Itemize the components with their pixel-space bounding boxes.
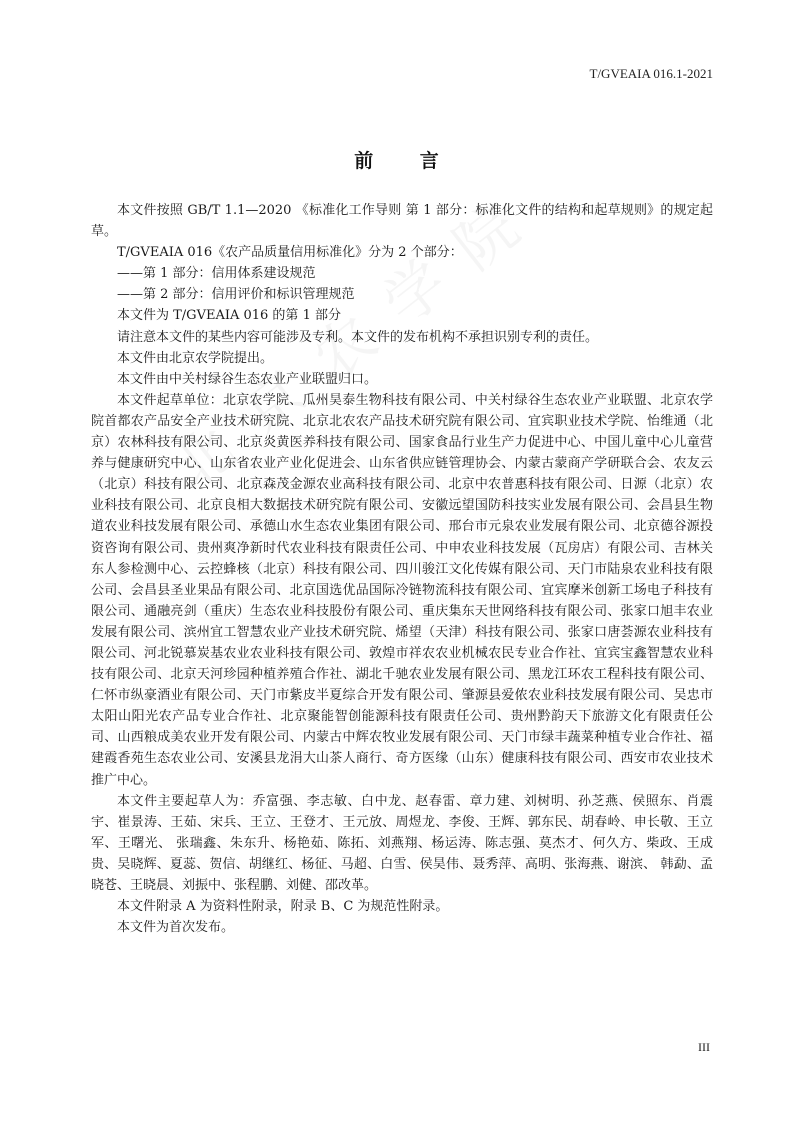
- paragraph-centralized-by: 本文件由中关村绿谷生态农业产业联盟归口。: [117, 371, 378, 387]
- page-number: III: [698, 1040, 710, 1054]
- paragraph-part-2: ——第 2 部分：信用评价和标识管理规范: [117, 287, 355, 303]
- paragraph-parts-intro: T/GVEAIA 016《农产品质量信用标准化》分为 2 个部分：: [117, 245, 463, 261]
- paragraph-appendix-note: 本文件附录 A 为资料性附录，附录 B、C 为规范性附录。: [117, 899, 449, 915]
- paragraph-this-part: 本文件为 T/GVEAIA 016 的第 1 部分: [117, 308, 341, 324]
- paragraph-proposer: 本文件由北京农学院提出。: [117, 350, 274, 366]
- paragraph-part-1: ——第 1 部分：信用体系建设规范: [117, 266, 316, 282]
- paragraph-patent-notice: 请注意本文件的某些内容可能涉及专利。本文件的发布机构不承担识别专利的责任。: [117, 329, 599, 345]
- paragraph-drafting-units: 本文件起草单位：北京农学院、瓜州昊泰生物科技有限公司、中关村绿谷生态农业产业联盟、北京农学院首都农产品安全产业技术研究院、北京北农农产品技术研究院有限公司、宜宾职业技术学院、怡维通（北京）农林科技有限公司、北京炎黄医养科技有限公司、国家食品行业生产力促进中心、中国儿童中心儿童营养与健康研究中心、山东省农业产业化促进会、山东省供应链管理协会、内蒙古蒙商产学研联合会、农友云（北京）科技有限公司、北京森茂金源农业高科技有限公司、北京中农普惠科技有限公司、日源（北京）农业科技有限公司、北京良相大数据技术研究院有限公司、安徽远望国防科技实业发展有限公司、会昌县生物道农业科技发展有限公司、承德山水生态农业集团有限公司、邢台市元泉农业发展有限公司、北京德谷源投资咨询有限公司、贵州爽净新时代农业科技有限责任公司、中申农业科技发展（瓦房店）有限公司、吉林关东人参检测中心、云控蜂核（北京）科技有限公司、四川骏江文化传媒有限公司、天门市陆泉农业科技有限公司、会昌县圣业果品有限公司、北京国选优品国际冷链物流科技有限公司、宜宾摩米创新工场电子科技有限公司、通融亮剑（重庆）生态农业科技股份有限公司、重庆集东天世网络科技有限公司、张家口旭丰农业发展有限公司、滨州宜工智慧农业产业技术研究院、烯望（天津）科技有限公司、张家口唐荟源农业科技有限公司、河北锐慕炭基农业农业科技有限公司、敦煌市祥农农业机械农民专业合作社、宜宾宝鑫智慧农业科技有限公司、北京天河珍园种植养殖合作社、湖北千驰农业发展有限公司、黑龙江环农工程科技有限公司、仁怀市纵豪酒业有限公司、天门市紫皮半夏综合开发有限公司、肇源县爱侬农业科技发展有限公司、吴忠市太阳山阳光农产品专业合作社、北京聚能智创能源科技有限责任公司、贵州黔韵天下旅游文化有限责任公司、山西粮成美农业开发有限公司、内蒙古中辉农牧业发展有限公司、天门市绿丰蔬菜种植专业合作社、福建霞香苑生态农业公司、安溪县龙涓大山茶人商行、奇方医缘（山东）健康科技有限公司、西安市农业技术推广中心。: [91, 392, 713, 788]
- foreword-body: [91, 200, 713, 938]
- document-number: T/GVEAIA 016.1-2021: [589, 66, 713, 81]
- paragraph-drafting-basis: 本文件按照 GB/T 1.1—2020 《标准化工作导则 第 1 部分：标准化文件的结构和起草规则》的规定起草。: [91, 203, 713, 240]
- page-title: 前 言: [354, 150, 459, 172]
- paragraph-drafters: 本文件主要起草人为：乔富强、李志敏、白中龙、赵春雷、章力建、刘树明、孙芝燕、侯照东、肖震宇、崔景涛、王茹、宋兵、王立、王登才、王元放、周煜龙、李俊、王辉、郭东民、胡春岭、申长敬、王立军、王曙光、 张瑞鑫、朱东升、杨艳茹、陈拓、刘燕翔、杨运涛、陈志强、莫杰才、何久方、柴政、王成贵、吴晓辉、夏蕊、贺信、胡继红、杨征、马超、白雪、侯昊伟、聂秀萍、高明、张海燕、谢滨、 韩勐、孟晓苍、王晓晨、刘振中、张程鹏、刘健、邵改革。: [91, 793, 713, 893]
- paragraph-first-release: 本文件为首次发布。: [117, 920, 235, 936]
